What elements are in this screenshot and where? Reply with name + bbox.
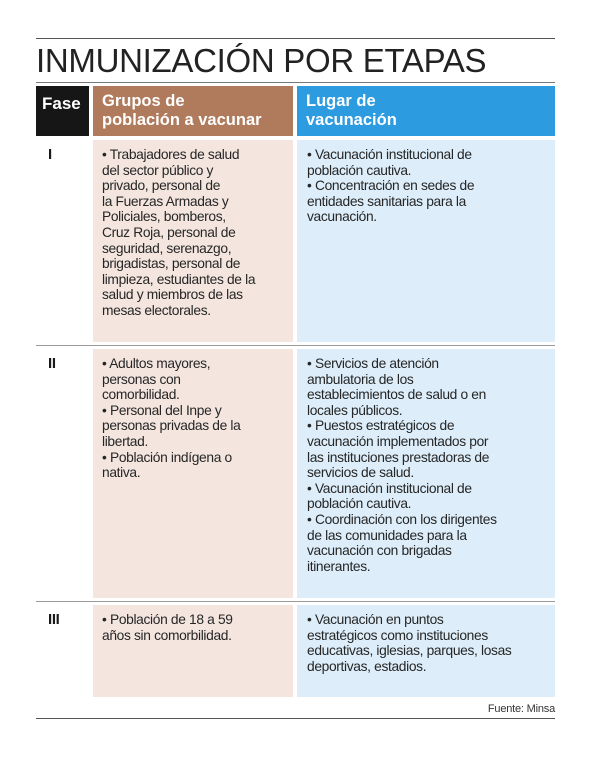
table-cell-line: personas privadas de la [102,418,241,434]
table-cell-line: de las comunidades para la [307,527,467,543]
table-cell-line: • Concentración en sedes de [307,178,475,194]
header-lugar-line: Lugar de [306,92,376,110]
row-1-lugar [297,140,555,342]
table-cell-line: locales públicos. [307,402,403,418]
table-cell-line: personas con [102,371,181,387]
table-cell-line: • Vacunación institucional de [307,147,472,162]
table-cell-line: • Puestos estratégicos de [307,418,455,434]
table-cell-line: • Trabajadores de salud [102,147,240,162]
title-rule [36,82,555,83]
table-cell-line: seguridad, serenazgo, [102,240,232,256]
row-3-fase: III [48,611,60,628]
table-cell-line: estratégicos como instituciones [307,627,488,643]
table-cell-line: entidades sanitarias para la [307,193,466,209]
row-1-fase: I [48,146,52,163]
table-cell-line: • Población indígena o [102,449,232,465]
table-cell-line: nativa. [102,465,141,481]
table-cell-line: vacunación con brigadas [307,543,452,559]
table-cell-line: educativas, iglesias, parques, losas [307,643,512,659]
row-2-lugar [297,349,555,598]
page-title: INMUNIZACIÓN POR ETAPAS [36,42,487,79]
table-cell-line: la Fuerzas Armadas y [102,193,229,209]
table-cell-line: vacunación. [307,209,377,225]
table-cell-line: itinerantes. [307,558,371,574]
table-cell-line: salud y miembros de las [102,287,243,303]
row-2-fase: II [48,355,56,372]
top-rule [36,38,555,39]
table-cell-line: • Personal del Inpe y [102,402,222,418]
table-cell-line: limpieza, estudiantes de la [102,271,256,287]
table-cell-line: deportivas, estadios. [307,658,427,674]
table-cell-line: • Adultos mayores, [102,356,211,371]
table-cell-line: establecimientos de salud o en [307,387,486,403]
row-divider [36,345,555,346]
table-cell-line: servicios de salud. [307,465,414,481]
table-cell-line: • Población de 18 a 59 [102,612,233,627]
header-grupos-line: población a vacunar [102,111,262,129]
table-cell-line: Policiales, bomberos, [102,209,226,225]
header-lugar [297,86,555,136]
table-cell-line: mesas electorales. [102,302,211,318]
row-2-grupos [93,349,293,598]
source-credit: Fuente: Minsa [487,703,555,715]
table-cell-line: • Vacunación institucional de [307,480,472,496]
header-grupos-line: Grupos de [102,92,185,110]
table-cell-line: población cautiva. [307,496,412,512]
header-lugar-line: vacunación [306,111,397,129]
table-cell-line: años sin comorbilidad. [102,627,232,643]
row-1-grupos [93,140,293,342]
table-cell-line: vacunación implementados por [307,433,489,449]
table-cell-line: comorbilidad. [102,387,180,403]
table-cell-line: Cruz Roja, personal de [102,224,236,240]
table-cell-line: del sector público y [102,162,214,178]
table-cell-line: población cautiva. [307,162,412,178]
table-cell-line: las instituciones prestadoras de [307,449,490,465]
table-cell-line: ambulatoria de los [307,371,414,387]
row-divider [36,601,555,602]
row-3-lugar [297,605,555,697]
table-cell-line: libertad. [102,433,148,449]
table-cell-line: • Coordinación con los dirigentes [307,511,497,527]
table-cell-line: privado, personal de [102,178,221,194]
header-fase: Fase [36,86,89,136]
table-cell-line: brigadistas, personal de [102,256,241,272]
bottom-rule [36,718,555,719]
header-grupos [93,86,293,136]
row-3-grupos [93,605,293,697]
table-cell-line: • Vacunación en puntos [307,612,444,627]
table-cell-line: • Servicios de atención [307,356,439,371]
